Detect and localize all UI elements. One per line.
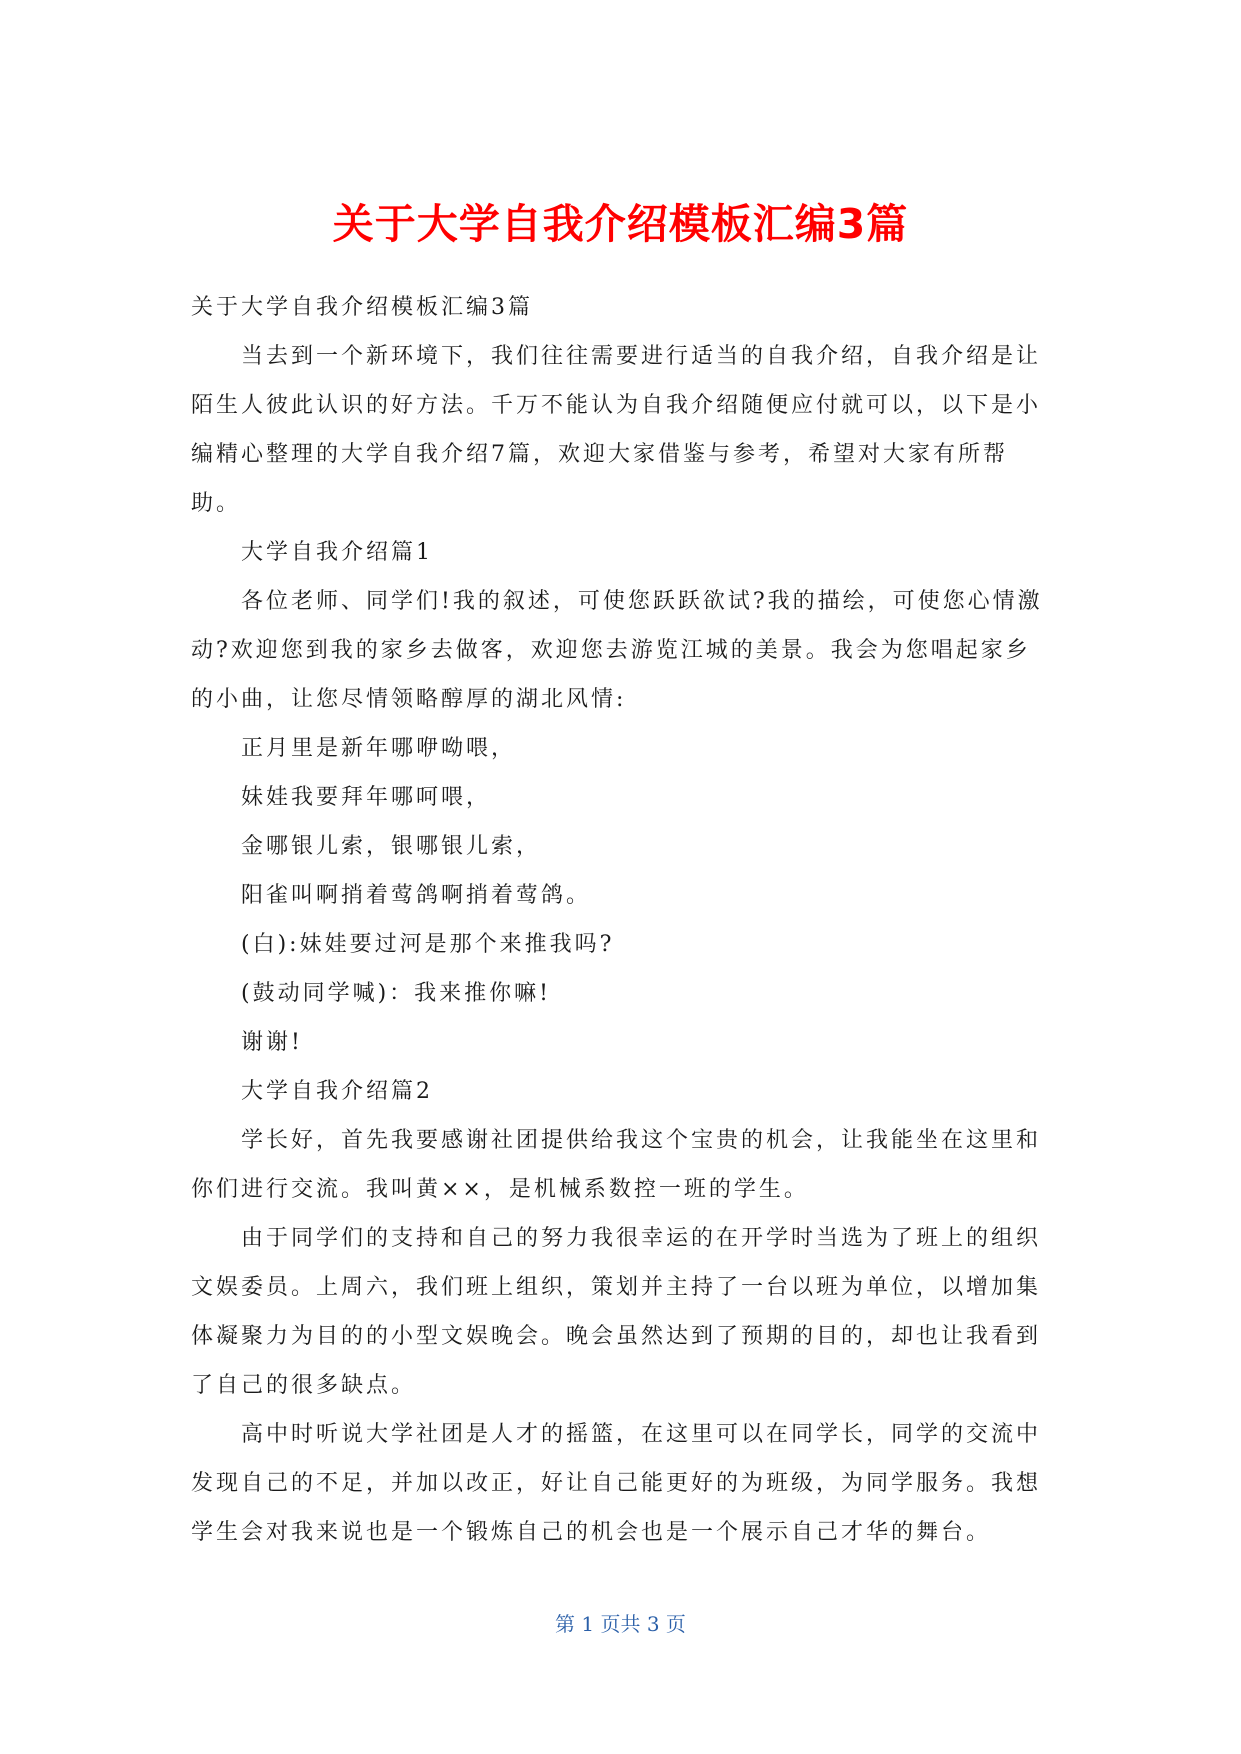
- song-line-6: (鼓动同学喊)：我来推你嘛!: [241, 981, 552, 1006]
- paragraph-intro: 当去到一个新环境下，我们往往需要进行适当的自我介绍，自我介绍是让陌生人彼此认识的好方法。千万不能认为自我介绍随便应付就可以，以下是小编精心整理的大学自我介绍7篇，欢迎大家借鉴与参考，希望对大家有所帮助。: [191, 344, 1042, 516]
- song-line-2: 妹娃我要拜年哪呵喂，: [241, 785, 492, 810]
- paragraph-section2-intro: 学长好，首先我要感谢社团提供给我这个宝贵的机会，让我能坐在这里和你们进行交流。我叫黄××，是机械系数控一班的学生。: [191, 1128, 1042, 1202]
- section-heading-2: 大学自我介绍篇2: [241, 1079, 433, 1104]
- section-heading-1: 大学自我介绍篇1: [241, 540, 433, 565]
- song-line-5: (白):妹娃要过河是那个来推我吗?: [241, 932, 615, 957]
- song-line-4: 阳雀叫啊捎着莺鸽啊捎着莺鸽。: [241, 883, 592, 908]
- paragraph-section2-experience: 由于同学们的支持和自己的努力我很幸运的在开学时当选为了班上的组织文娱委员。上周六，我们班上组织，策划并主持了一台以班为单位，以增加集体凝聚力为目的的小型文娱晚会。晚会虽然达到了预期的目的，却也让我看到了自己的很多缺点。: [191, 1226, 1042, 1398]
- song-line-3: 金哪银儿索，银哪银儿索，: [241, 834, 542, 859]
- paragraph-greeting: 各位老师、同学们!我的叙述，可使您跃跃欲试?我的描绘，可使您心情激动?欢迎您到我的家乡去做客，欢迎您去游览江城的美景。我会为您唱起家乡的小曲，让您尽情领略醇厚的湖北风情:: [191, 589, 1043, 712]
- song-line-1: 正月里是新年哪咿呦喂，: [241, 736, 517, 761]
- document-body: [191, 283, 1051, 1557]
- document-title: 关于大学自我介绍模板汇编3篇: [332, 200, 909, 248]
- paragraph-section2-goal: 高中时听说大学社团是人才的摇篮，在这里可以在同学长，同学的交流中发现自己的不足，并加以改正，好让自己能更好的为班级，为同学服务。我想学生会对我来说也是一个锻炼自己的机会也是一个展示自己才华的舞台。: [191, 1422, 1042, 1545]
- document-subtitle: 关于大学自我介绍模板汇编3篇: [191, 295, 533, 320]
- thanks-line: 谢谢!: [241, 1030, 303, 1055]
- page-number-footer: 第 1 页共 3 页: [555, 1612, 686, 1636]
